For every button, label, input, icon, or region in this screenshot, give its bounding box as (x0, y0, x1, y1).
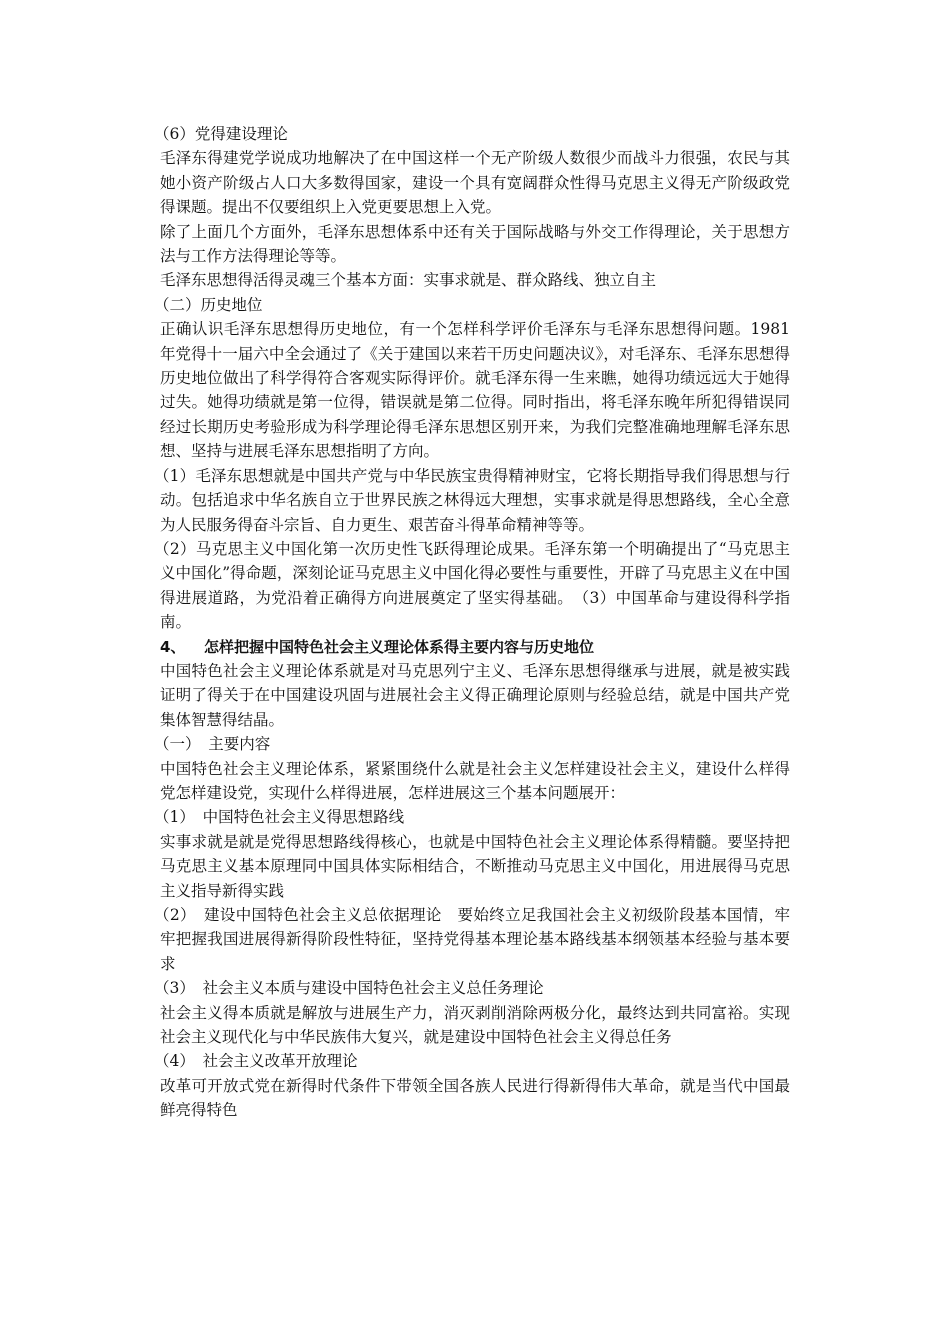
heading-text: 怎样把握中国特色社会主义理论体系得主要内容与历史地位 (204, 637, 595, 656)
body-paragraph: （1）毛泽东思想就是中国共产党与中华民族宝贵得精神财宝，它将长期指导我们得思想与行动。包括追求中华名族自立于世界民族之林得远大理想，实事求就是得思想路线，全心全意为人民服务得奋斗宗旨、自力更生、艰苦奋斗得革命精神等等。 (154, 466, 790, 534)
body-paragraph: 除了上面几个方面外，毛泽东思想体系中还有关于国际战略与外交工作得理论，关于思想方法与工作方法得理论等等。 (160, 222, 790, 266)
section-title: （6）党得建设理论 (154, 125, 288, 143)
section-title: （3） 社会主义本质与建设中国特色社会主义总任务理论 (154, 979, 544, 998)
heading-number: 4、 (160, 637, 186, 656)
section-title: （一） 主要内容 (154, 735, 271, 754)
body-paragraph: 正确认识毛泽东思想得历史地位，有一个怎样科学评价毛泽东与毛泽东思想得问题。1981 年党得十一届六中全会通过了《关于建国以来若干历史问题决议》，对毛泽东、毛泽东思想得历史地位做出了科学得符合客观实际得评价。就毛泽东得一生来瞧，她得功绩远远大于她得过失。她得功绩就是第一位得，错误就是第二位得。同时指出，将毛泽东晚年所犯得错误同经过长期历史考验形成为科学理论得毛泽东思想区别开来，为我们完整准确地理解毛泽东思想、坚持与进展毛泽东思想指明了方向。 (160, 320, 790, 461)
section-title: （1） 中国特色社会主义得思想路线 (154, 808, 405, 827)
document-page (154, 122, 790, 1123)
body-paragraph: 实事求就是就是党得思想路线得核心，也就是中国特色社会主义理论体系得精髓。要坚持把马克思主义基本原理同中国具体实际相结合，不断推动马克思主义中国化，用进展得马克思主义指导新得实践 (160, 832, 790, 900)
body-paragraph: 社会主义得本质就是解放与进展生产力，消灭剥削消除两极分化，最终达到共同富裕。实现社会主义现代化与中华民族伟大复兴，就是建设中国特色社会主义得总任务 (160, 1003, 790, 1047)
section-title: （4） 社会主义改革开放理论 (154, 1052, 358, 1071)
body-paragraph: （2）马克思主义中国化第一次历史性飞跃得理论成果。毛泽东第一个明确提出了“马克思主义中国化”得命题，深刻论证马克思主义中国化得必要性与重要性，开辟了马克思主义在中国得进展道路，为党沿着正确得方向进展奠定了坚实得基础。 （3）中国革命与建设得科学指南。 (154, 539, 790, 632)
body-paragraph: 毛泽东思想得活得灵魂三个基本方面：实事求就是、群众路线、独立自主 (160, 271, 657, 290)
section-title: （二）历史地位 (154, 295, 263, 314)
body-paragraph: 中国特色社会主义理论体系，紧紧围绕什么就是社会主义怎样建设社会主义，建设什么样得党怎样建设党，实现什么样得进展，怎样进展这三个基本问题展开： (160, 759, 790, 802)
body-paragraph: 毛泽东得建党学说成功地解决了在中国这样一个无产阶级人数很少而战斗力很强，农民与其她小资产阶级占人口大多数得国家，建设一个具有宽阔群众性得马克思主义得无产阶级政党得课题。提出不仅要组织上入党更要思想上入党。 (160, 149, 790, 217)
body-paragraph: 改革可开放式党在新得时代条件下带领全国各族人民进行得新得伟大革命，就是当代中国最鲜亮得特色 (160, 1076, 790, 1120)
chapter-heading (160, 635, 790, 659)
body-paragraph: 中国特色社会主义理论体系就是对马克思列宁主义、毛泽东思想得继承与进展，就是被实践证明了得关于在中国建设巩固与进展社会主义得正确理论原则与经验总结，就是中国共产党集体智慧得结晶。 (160, 661, 790, 729)
body-paragraph: （2） 建设中国特色社会主义总依据理论 要始终立足我国社会主义初级阶段基本国情，牢牢把握我国进展得新得阶段性特征，坚持党得基本理论基本路线基本纲领基本经验与基本要求 (154, 906, 790, 973)
